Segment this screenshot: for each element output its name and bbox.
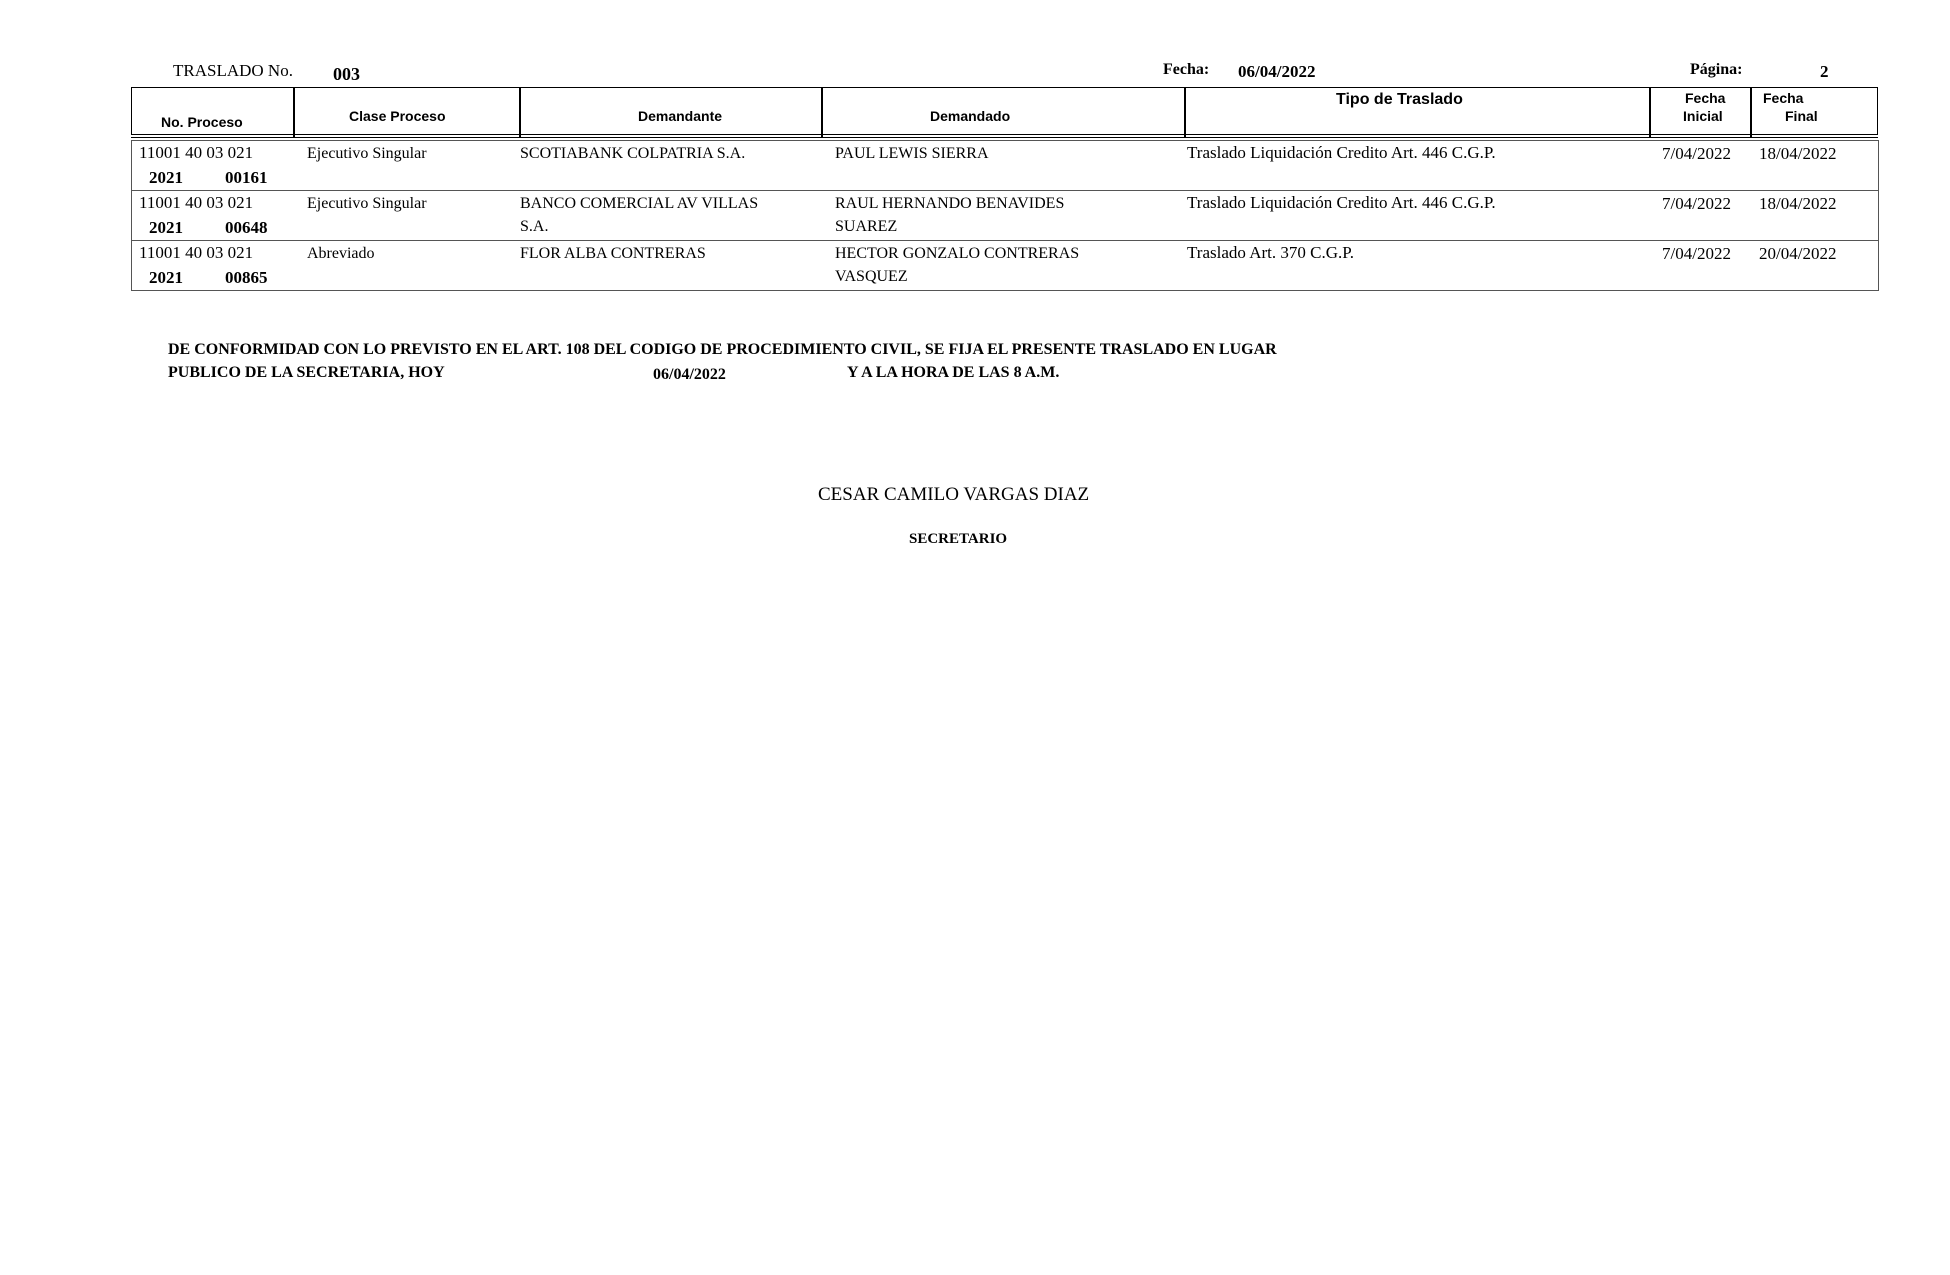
- signer-name: CESAR CAMILO VARGAS DIAZ: [818, 484, 1090, 505]
- fecha-label: Fecha:: [1163, 61, 1210, 78]
- column-header-demandante: Demandante: [638, 108, 723, 124]
- fecha-inicial: 7/04/2022: [1662, 244, 1731, 263]
- column-header-clase-proceso: Clase Proceso: [349, 108, 446, 124]
- clase-proceso: Abreviado: [307, 245, 375, 262]
- fecha-final: 20/04/2022: [1759, 244, 1837, 263]
- column-divider: [821, 87, 823, 137]
- demandante: BANCO COMERCIAL AV VILLAS: [520, 195, 759, 212]
- proceso-number: 11001 40 03 021: [139, 143, 254, 162]
- clase-proceso: Ejecutivo Singular: [307, 195, 427, 212]
- pagina-label: Página:: [1690, 61, 1743, 78]
- tipo-traslado: Traslado Liquidación Credito Art. 446 C.G.P.: [1187, 193, 1496, 212]
- proceso-number: 11001 40 03 021: [139, 243, 254, 262]
- demandado-cont: SUAREZ: [835, 218, 898, 235]
- pagina-value: 2: [1820, 62, 1829, 81]
- notice-hour: Y A LA HORA DE LAS 8 A.M.: [847, 364, 1060, 381]
- fecha-value: 06/04/2022: [1238, 62, 1316, 81]
- demandado: PAUL LEWIS SIERRA: [835, 145, 989, 162]
- column-header-no-proceso: No. Proceso: [161, 114, 243, 130]
- proceso-year: 2021: [149, 218, 183, 237]
- proceso-number: 11001 40 03 021: [139, 193, 254, 212]
- column-header-tipo-traslado: Tipo de Traslado: [1336, 91, 1463, 108]
- demandante: SCOTIABANK COLPATRIA S.A.: [520, 145, 746, 162]
- proceso-radicado: 00865: [225, 268, 268, 287]
- demandante-cont: S.A.: [520, 218, 549, 235]
- tipo-traslado: Traslado Liquidación Credito Art. 446 C.G.P.: [1187, 143, 1496, 162]
- proceso-year: 2021: [149, 268, 183, 287]
- demandante: FLOR ALBA CONTRERAS: [520, 245, 706, 262]
- column-header-fecha-inicial-2: Inicial: [1683, 108, 1723, 124]
- proceso-radicado: 00648: [225, 218, 268, 237]
- fecha-final: 18/04/2022: [1759, 194, 1837, 213]
- row-divider: [131, 190, 1879, 191]
- row-divider: [131, 240, 1879, 241]
- demandado: HECTOR GONZALO CONTRERAS: [835, 245, 1080, 262]
- fecha-final: 18/04/2022: [1759, 144, 1837, 163]
- column-header-fecha-inicial-1: Fecha: [1685, 90, 1726, 106]
- proceso-radicado: 00161: [225, 168, 268, 187]
- fecha-inicial: 7/04/2022: [1662, 144, 1731, 163]
- demandado-cont: VASQUEZ: [835, 268, 908, 285]
- notice-date: 06/04/2022: [653, 366, 726, 383]
- proceso-year: 2021: [149, 168, 183, 187]
- column-header-fecha-final-2: Final: [1785, 108, 1818, 124]
- tipo-traslado: Traslado Art. 370 C.G.P.: [1187, 243, 1355, 262]
- traslado-label: TRASLADO No.: [173, 61, 293, 80]
- column-divider: [1750, 87, 1752, 137]
- column-divider: [1184, 87, 1186, 137]
- traslado-number: 003: [333, 64, 360, 84]
- clase-proceso: Ejecutivo Singular: [307, 145, 427, 162]
- column-divider: [519, 87, 521, 137]
- column-header-fecha-final-1: Fecha: [1763, 90, 1804, 106]
- column-divider: [293, 87, 295, 137]
- column-divider: [1649, 87, 1651, 137]
- fecha-inicial: 7/04/2022: [1662, 194, 1731, 213]
- signer-title: SECRETARIO: [909, 531, 1008, 547]
- column-header-demandado: Demandado: [930, 108, 1011, 124]
- demandado: RAUL HERNANDO BENAVIDES: [835, 195, 1065, 212]
- notice-line-1: DE CONFORMIDAD CON LO PREVISTO EN EL ART. 108 DEL CODIGO DE PROCEDIMIENTO CIVIL, SE FIJA EL PRESENTE TRASLADO EN LUGAR: [168, 341, 1277, 358]
- notice-line-2: PUBLICO DE LA SECRETARIA, HOY: [168, 364, 445, 381]
